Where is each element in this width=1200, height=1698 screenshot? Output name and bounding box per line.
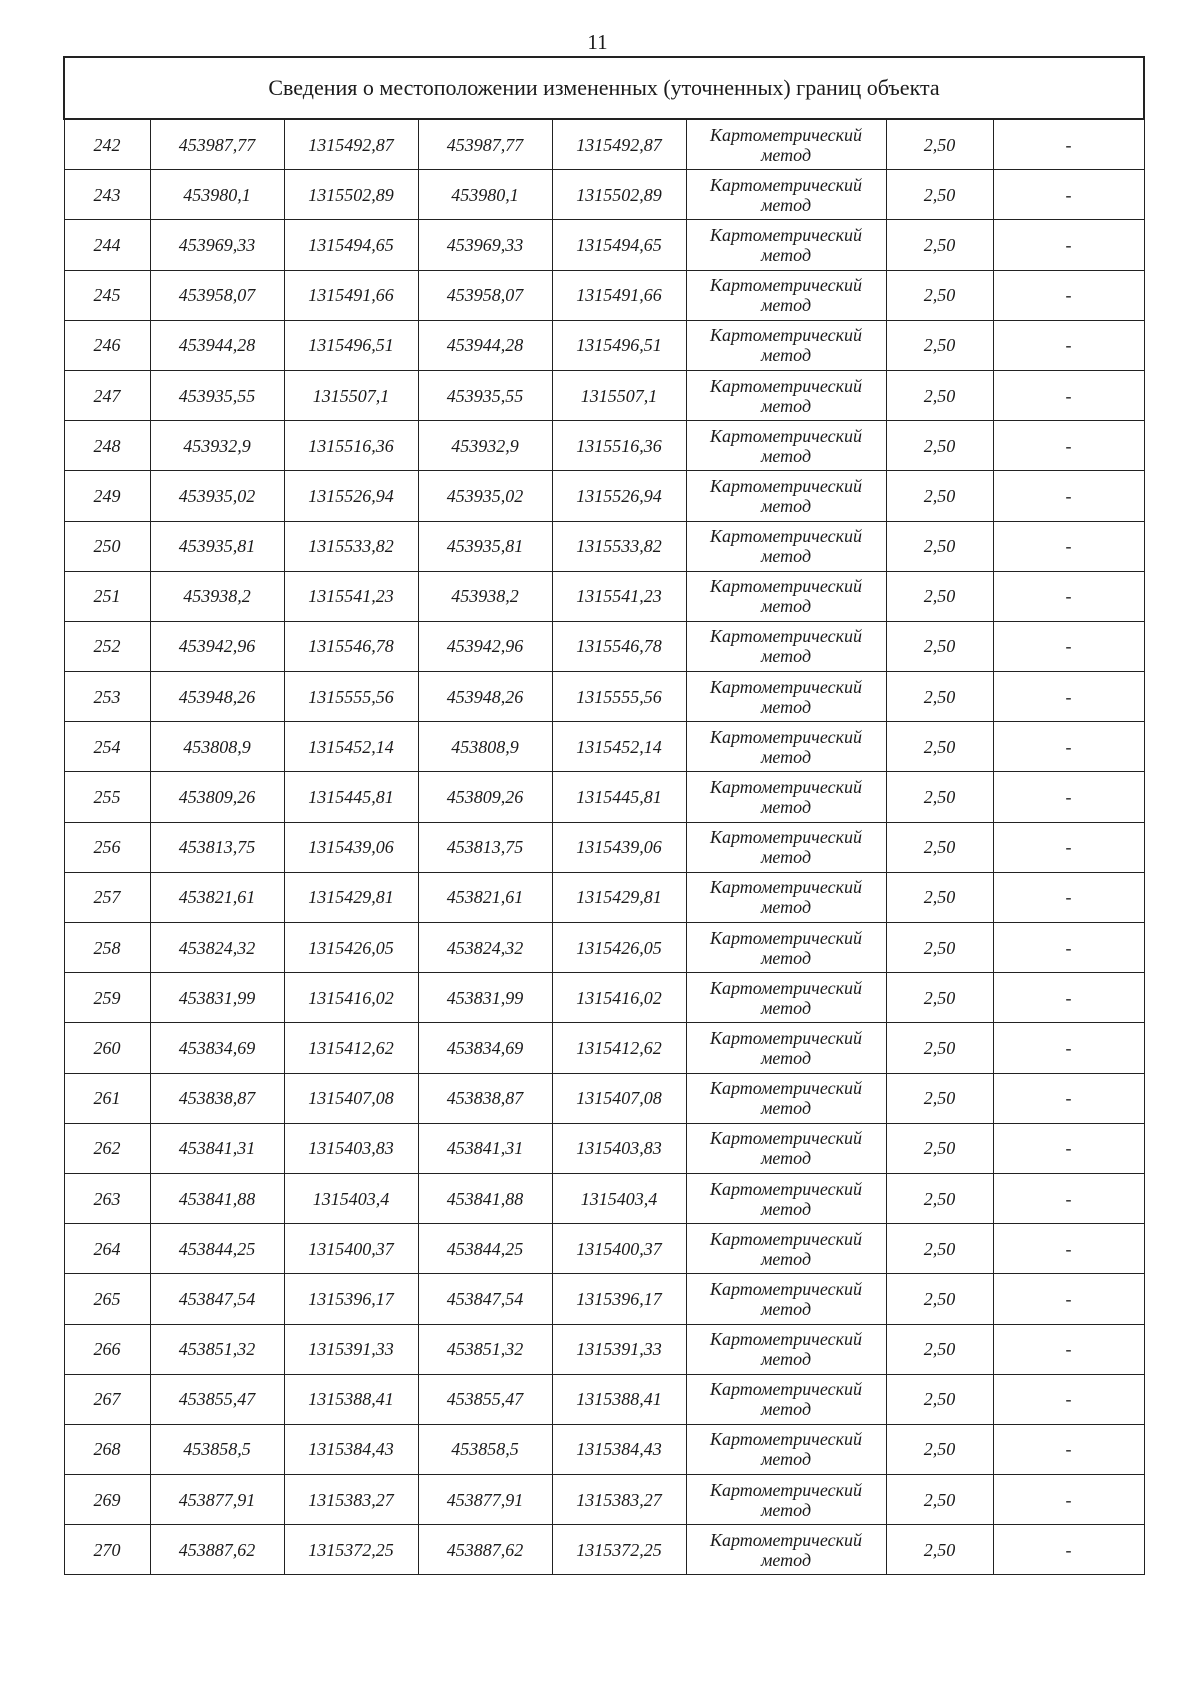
existing-x-cell: 453847,54 (150, 1274, 284, 1324)
refined-y-cell: 1315546,78 (552, 621, 686, 671)
point-number-cell: 243 (64, 170, 150, 220)
method-cell: Картометрический метод (686, 1324, 886, 1374)
note-cell: - (993, 1475, 1144, 1525)
refined-y-cell: 1315445,81 (552, 772, 686, 822)
accuracy-cell: 2,50 (886, 370, 993, 420)
point-number-cell: 269 (64, 1475, 150, 1525)
method-cell: Картометрический метод (686, 1424, 886, 1474)
note-cell: - (993, 722, 1144, 772)
accuracy-cell: 2,50 (886, 1324, 993, 1374)
table-row (64, 1475, 1144, 1525)
refined-x-cell: 453887,62 (418, 1525, 552, 1575)
accuracy-cell: 2,50 (886, 270, 993, 320)
refined-y-cell: 1315416,02 (552, 973, 686, 1023)
point-number-cell: 266 (64, 1324, 150, 1374)
refined-y-cell: 1315526,94 (552, 471, 686, 521)
point-number-cell: 250 (64, 521, 150, 571)
existing-y-cell: 1315546,78 (284, 621, 418, 671)
accuracy-cell: 2,50 (886, 621, 993, 671)
accuracy-cell: 2,50 (886, 672, 993, 722)
existing-x-cell: 453821,61 (150, 872, 284, 922)
method-cell: Картометрический метод (686, 370, 886, 420)
table-row (64, 1073, 1144, 1123)
note-cell: - (993, 320, 1144, 370)
note-cell: - (993, 973, 1144, 1023)
note-cell: - (993, 923, 1144, 973)
refined-y-cell: 1315496,51 (552, 320, 686, 370)
existing-y-cell: 1315396,17 (284, 1274, 418, 1324)
page-number: 11 (587, 30, 608, 54)
accuracy-cell: 2,50 (886, 1123, 993, 1173)
refined-x-cell: 453877,91 (418, 1475, 552, 1525)
table-row (64, 672, 1144, 722)
refined-x-cell: 453855,47 (418, 1374, 552, 1424)
existing-y-cell: 1315416,02 (284, 973, 418, 1023)
existing-x-cell: 453935,02 (150, 471, 284, 521)
refined-y-cell: 1315388,41 (552, 1374, 686, 1424)
accuracy-cell: 2,50 (886, 521, 993, 571)
note-cell: - (993, 1274, 1144, 1324)
note-cell: - (993, 1424, 1144, 1474)
existing-y-cell: 1315492,87 (284, 119, 418, 170)
table-row (64, 973, 1144, 1023)
table-row (64, 621, 1144, 671)
refined-y-cell: 1315555,56 (552, 672, 686, 722)
existing-x-cell: 453844,25 (150, 1224, 284, 1274)
refined-x-cell: 453838,87 (418, 1073, 552, 1123)
existing-y-cell: 1315555,56 (284, 672, 418, 722)
existing-y-cell: 1315403,4 (284, 1173, 418, 1223)
existing-x-cell: 453841,31 (150, 1123, 284, 1173)
refined-x-cell: 453858,5 (418, 1424, 552, 1474)
method-cell: Картометрический метод (686, 571, 886, 621)
refined-x-cell: 453935,81 (418, 521, 552, 571)
point-number-cell: 246 (64, 320, 150, 370)
accuracy-cell: 2,50 (886, 220, 993, 270)
method-cell: Картометрический метод (686, 772, 886, 822)
note-cell: - (993, 822, 1144, 872)
table-row (64, 571, 1144, 621)
existing-x-cell: 453851,32 (150, 1324, 284, 1374)
point-number-cell: 251 (64, 571, 150, 621)
accuracy-cell: 2,50 (886, 973, 993, 1023)
note-cell: - (993, 1224, 1144, 1274)
existing-x-cell: 453809,26 (150, 772, 284, 822)
method-cell: Картометрический метод (686, 1173, 886, 1223)
table-row (64, 119, 1144, 170)
point-number-cell: 268 (64, 1424, 150, 1474)
accuracy-cell: 2,50 (886, 1224, 993, 1274)
existing-x-cell: 453948,26 (150, 672, 284, 722)
refined-y-cell: 1315384,43 (552, 1424, 686, 1474)
point-number-cell: 249 (64, 471, 150, 521)
existing-x-cell: 453834,69 (150, 1023, 284, 1073)
point-number-cell: 254 (64, 722, 150, 772)
refined-x-cell: 453935,55 (418, 370, 552, 420)
method-cell: Картометрический метод (686, 119, 886, 170)
accuracy-cell: 2,50 (886, 571, 993, 621)
refined-x-cell: 453821,61 (418, 872, 552, 922)
table-row (64, 722, 1144, 772)
table-row (64, 1123, 1144, 1173)
note-cell: - (993, 119, 1144, 170)
existing-y-cell: 1315391,33 (284, 1324, 418, 1374)
existing-y-cell: 1315412,62 (284, 1023, 418, 1073)
method-cell: Картометрический метод (686, 1475, 886, 1525)
note-cell: - (993, 471, 1144, 521)
table-header-row (64, 57, 1144, 119)
point-number-cell: 248 (64, 421, 150, 471)
existing-y-cell: 1315388,41 (284, 1374, 418, 1424)
note-cell: - (993, 370, 1144, 420)
point-number-cell: 264 (64, 1224, 150, 1274)
existing-y-cell: 1315445,81 (284, 772, 418, 822)
table-title: Сведения о местоположении измененных (уточненных) границ объекта (64, 57, 1144, 119)
refined-y-cell: 1315391,33 (552, 1324, 686, 1374)
existing-y-cell: 1315516,36 (284, 421, 418, 471)
point-number-cell: 259 (64, 973, 150, 1023)
accuracy-cell: 2,50 (886, 170, 993, 220)
method-cell: Картометрический метод (686, 1023, 886, 1073)
point-number-cell: 247 (64, 370, 150, 420)
table-row (64, 320, 1144, 370)
existing-x-cell: 453831,99 (150, 973, 284, 1023)
table-row (64, 1374, 1144, 1424)
existing-y-cell: 1315496,51 (284, 320, 418, 370)
note-cell: - (993, 170, 1144, 220)
existing-x-cell: 453980,1 (150, 170, 284, 220)
existing-x-cell: 453877,91 (150, 1475, 284, 1525)
method-cell: Картометрический метод (686, 1374, 886, 1424)
existing-x-cell: 453969,33 (150, 220, 284, 270)
note-cell: - (993, 1525, 1144, 1575)
method-cell: Картометрический метод (686, 471, 886, 521)
refined-x-cell: 453980,1 (418, 170, 552, 220)
note-cell: - (993, 872, 1144, 922)
method-cell: Картометрический метод (686, 872, 886, 922)
refined-x-cell: 453948,26 (418, 672, 552, 722)
table-row (64, 1023, 1144, 1073)
point-number-cell: 258 (64, 923, 150, 973)
table-row (64, 1525, 1144, 1575)
method-cell: Картометрический метод (686, 170, 886, 220)
refined-y-cell: 1315516,36 (552, 421, 686, 471)
existing-y-cell: 1315502,89 (284, 170, 418, 220)
table-row (64, 521, 1144, 571)
refined-y-cell: 1315494,65 (552, 220, 686, 270)
accuracy-cell: 2,50 (886, 421, 993, 471)
accuracy-cell: 2,50 (886, 1073, 993, 1123)
existing-y-cell: 1315372,25 (284, 1525, 418, 1575)
refined-x-cell: 453935,02 (418, 471, 552, 521)
existing-y-cell: 1315429,81 (284, 872, 418, 922)
point-number-cell: 265 (64, 1274, 150, 1324)
refined-x-cell: 453938,2 (418, 571, 552, 621)
note-cell: - (993, 1023, 1144, 1073)
accuracy-cell: 2,50 (886, 822, 993, 872)
existing-y-cell: 1315403,83 (284, 1123, 418, 1173)
existing-x-cell: 453987,77 (150, 119, 284, 170)
refined-y-cell: 1315383,27 (552, 1475, 686, 1525)
table-row (64, 872, 1144, 922)
method-cell: Картометрический метод (686, 1073, 886, 1123)
existing-y-cell: 1315383,27 (284, 1475, 418, 1525)
refined-y-cell: 1315400,37 (552, 1224, 686, 1274)
refined-y-cell: 1315439,06 (552, 822, 686, 872)
method-cell: Картометрический метод (686, 973, 886, 1023)
point-number-cell: 242 (64, 119, 150, 170)
existing-x-cell: 453938,2 (150, 571, 284, 621)
refined-x-cell: 453813,75 (418, 822, 552, 872)
refined-x-cell: 453824,32 (418, 923, 552, 973)
existing-x-cell: 453838,87 (150, 1073, 284, 1123)
point-number-cell: 263 (64, 1173, 150, 1223)
accuracy-cell: 2,50 (886, 1424, 993, 1474)
method-cell: Картометрический метод (686, 621, 886, 671)
refined-y-cell: 1315491,66 (552, 270, 686, 320)
existing-x-cell: 453808,9 (150, 722, 284, 772)
existing-y-cell: 1315426,05 (284, 923, 418, 973)
table-row (64, 923, 1144, 973)
point-number-cell: 255 (64, 772, 150, 822)
table-row (64, 421, 1144, 471)
existing-x-cell: 453935,81 (150, 521, 284, 571)
refined-y-cell: 1315407,08 (552, 1073, 686, 1123)
table-row (64, 471, 1144, 521)
method-cell: Картометрический метод (686, 320, 886, 370)
existing-x-cell: 453841,88 (150, 1173, 284, 1223)
existing-y-cell: 1315494,65 (284, 220, 418, 270)
refined-x-cell: 453932,9 (418, 421, 552, 471)
point-number-cell: 244 (64, 220, 150, 270)
existing-y-cell: 1315541,23 (284, 571, 418, 621)
existing-y-cell: 1315452,14 (284, 722, 418, 772)
note-cell: - (993, 220, 1144, 270)
existing-y-cell: 1315533,82 (284, 521, 418, 571)
method-cell: Картометрический метод (686, 672, 886, 722)
point-number-cell: 253 (64, 672, 150, 722)
accuracy-cell: 2,50 (886, 119, 993, 170)
method-cell: Картометрический метод (686, 722, 886, 772)
point-number-cell: 256 (64, 822, 150, 872)
refined-y-cell: 1315541,23 (552, 571, 686, 621)
refined-x-cell: 453958,07 (418, 270, 552, 320)
note-cell: - (993, 1324, 1144, 1374)
method-cell: Картометрический метод (686, 923, 886, 973)
accuracy-cell: 2,50 (886, 772, 993, 822)
existing-x-cell: 453958,07 (150, 270, 284, 320)
accuracy-cell: 2,50 (886, 1525, 993, 1575)
note-cell: - (993, 772, 1144, 822)
note-cell: - (993, 521, 1144, 571)
refined-x-cell: 453847,54 (418, 1274, 552, 1324)
accuracy-cell: 2,50 (886, 923, 993, 973)
existing-y-cell: 1315526,94 (284, 471, 418, 521)
method-cell: Картометрический метод (686, 1525, 886, 1575)
accuracy-cell: 2,50 (886, 471, 993, 521)
point-number-cell: 245 (64, 270, 150, 320)
refined-x-cell: 453809,26 (418, 772, 552, 822)
refined-x-cell: 453831,99 (418, 973, 552, 1023)
refined-y-cell: 1315372,25 (552, 1525, 686, 1575)
note-cell: - (993, 571, 1144, 621)
refined-y-cell: 1315412,62 (552, 1023, 686, 1073)
boundary-coordinates-table (63, 56, 1145, 1575)
table-row (64, 1424, 1144, 1474)
note-cell: - (993, 1374, 1144, 1424)
method-cell: Картометрический метод (686, 270, 886, 320)
refined-y-cell: 1315533,82 (552, 521, 686, 571)
refined-x-cell: 453969,33 (418, 220, 552, 270)
table-row (64, 170, 1144, 220)
note-cell: - (993, 421, 1144, 471)
refined-y-cell: 1315502,89 (552, 170, 686, 220)
refined-x-cell: 453808,9 (418, 722, 552, 772)
accuracy-cell: 2,50 (886, 1023, 993, 1073)
table-row (64, 822, 1144, 872)
existing-y-cell: 1315491,66 (284, 270, 418, 320)
refined-y-cell: 1315452,14 (552, 722, 686, 772)
existing-y-cell: 1315507,1 (284, 370, 418, 420)
refined-x-cell: 453944,28 (418, 320, 552, 370)
point-number-cell: 267 (64, 1374, 150, 1424)
method-cell: Картометрический метод (686, 1123, 886, 1173)
refined-x-cell: 453987,77 (418, 119, 552, 170)
existing-y-cell: 1315400,37 (284, 1224, 418, 1274)
note-cell: - (993, 621, 1144, 671)
accuracy-cell: 2,50 (886, 872, 993, 922)
table-row (64, 370, 1144, 420)
note-cell: - (993, 1123, 1144, 1173)
refined-y-cell: 1315403,4 (552, 1173, 686, 1223)
existing-y-cell: 1315439,06 (284, 822, 418, 872)
note-cell: - (993, 1073, 1144, 1123)
refined-x-cell: 453841,31 (418, 1123, 552, 1173)
accuracy-cell: 2,50 (886, 722, 993, 772)
refined-y-cell: 1315396,17 (552, 1274, 686, 1324)
refined-y-cell: 1315426,05 (552, 923, 686, 973)
point-number-cell: 270 (64, 1525, 150, 1575)
method-cell: Картометрический метод (686, 421, 886, 471)
point-number-cell: 262 (64, 1123, 150, 1173)
note-cell: - (993, 672, 1144, 722)
table-row (64, 1324, 1144, 1374)
refined-y-cell: 1315492,87 (552, 119, 686, 170)
existing-x-cell: 453935,55 (150, 370, 284, 420)
refined-y-cell: 1315429,81 (552, 872, 686, 922)
table-row (64, 270, 1144, 320)
point-number-cell: 260 (64, 1023, 150, 1073)
note-cell: - (993, 1173, 1144, 1223)
method-cell: Картометрический метод (686, 521, 886, 571)
table-row (64, 1224, 1144, 1274)
table-row (64, 1173, 1144, 1223)
refined-x-cell: 453942,96 (418, 621, 552, 671)
existing-y-cell: 1315384,43 (284, 1424, 418, 1474)
existing-x-cell: 453824,32 (150, 923, 284, 973)
method-cell: Картометрический метод (686, 822, 886, 872)
refined-y-cell: 1315507,1 (552, 370, 686, 420)
table-row (64, 772, 1144, 822)
method-cell: Картометрический метод (686, 1274, 886, 1324)
existing-x-cell: 453858,5 (150, 1424, 284, 1474)
refined-x-cell: 453834,69 (418, 1023, 552, 1073)
method-cell: Картометрический метод (686, 1224, 886, 1274)
refined-x-cell: 453844,25 (418, 1224, 552, 1274)
point-number-cell: 257 (64, 872, 150, 922)
existing-x-cell: 453932,9 (150, 421, 284, 471)
point-number-cell: 261 (64, 1073, 150, 1123)
refined-y-cell: 1315403,83 (552, 1123, 686, 1173)
accuracy-cell: 2,50 (886, 1475, 993, 1525)
existing-x-cell: 453944,28 (150, 320, 284, 370)
existing-x-cell: 453813,75 (150, 822, 284, 872)
method-cell: Картометрический метод (686, 220, 886, 270)
accuracy-cell: 2,50 (886, 1274, 993, 1324)
accuracy-cell: 2,50 (886, 1173, 993, 1223)
table-row (64, 1274, 1144, 1324)
existing-y-cell: 1315407,08 (284, 1073, 418, 1123)
refined-x-cell: 453851,32 (418, 1324, 552, 1374)
refined-x-cell: 453841,88 (418, 1173, 552, 1223)
existing-x-cell: 453855,47 (150, 1374, 284, 1424)
existing-x-cell: 453887,62 (150, 1525, 284, 1575)
note-cell: - (993, 270, 1144, 320)
accuracy-cell: 2,50 (886, 320, 993, 370)
accuracy-cell: 2,50 (886, 1374, 993, 1424)
table-row (64, 220, 1144, 270)
point-number-cell: 252 (64, 621, 150, 671)
existing-x-cell: 453942,96 (150, 621, 284, 671)
